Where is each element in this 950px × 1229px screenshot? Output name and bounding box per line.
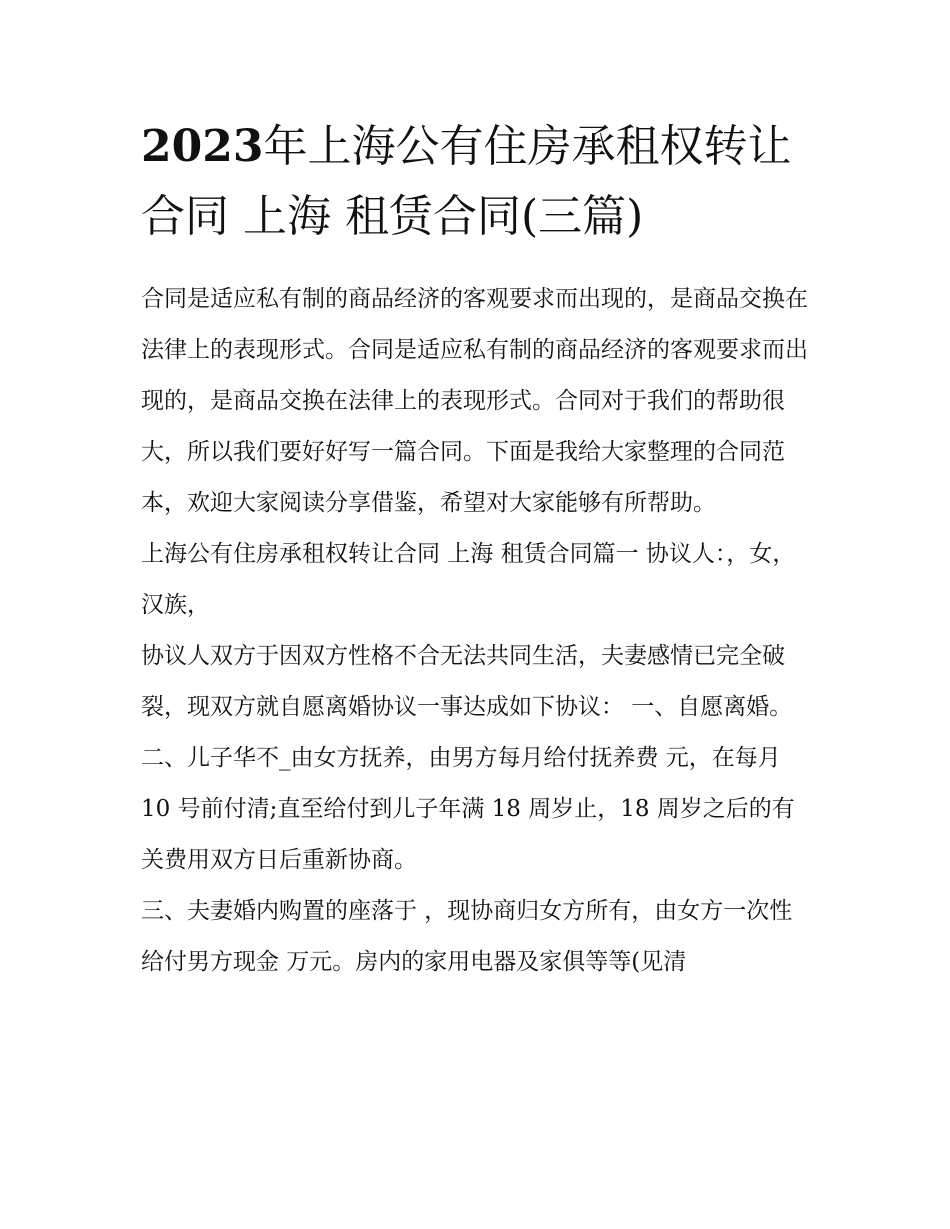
paragraph-contract-one-heading: 上海公有住房承租权转让合同 上海 租赁合同篇一 协议人：，女，汉族， xyxy=(141,541,796,618)
paragraph-agreement: 协议人双方于因双方性格不合无法共同生活，夫妻感情已完全破裂，现双方就自愿离婚协议一事达成如下协议： 一、自愿离婚。 xyxy=(141,643,793,720)
title-year: 2023 xyxy=(141,121,264,172)
paragraph-clause-two: 二、儿子华不_由女方抚养，由男方每月给付抚养费 元，在每月 10 号前付清;直至给付到儿子年满 18 周岁止，18 周岁之后的有关费用双方日后重新协商。 xyxy=(141,745,795,873)
paragraph-clause-three: 三、夫妻婚内购置的座落于 ，现协商归女方所有，由女方一次性给付男方现金 万元。房内的家用电器及家俱等等(见清 xyxy=(141,898,793,975)
document-title xyxy=(141,112,813,252)
document-page xyxy=(141,112,813,988)
title-text: 年上海公有住房承租权转让合同 上海 租赁合同(三篇) xyxy=(141,121,792,242)
paragraph-intro: 合同是适应私有制的商品经济的客观要求而出现的，是商品交换在法律上的表现形式。合同是适应私有制的商品经济的客观要求而出现的，是商品交换在法律上的表现形式。合同对于我们的帮助很大，所以我们要好好写一篇合同。下面是我给大家整理的合同范本，欢迎大家阅读分享借鉴，希望对大家能够有所帮助。 xyxy=(141,286,808,516)
